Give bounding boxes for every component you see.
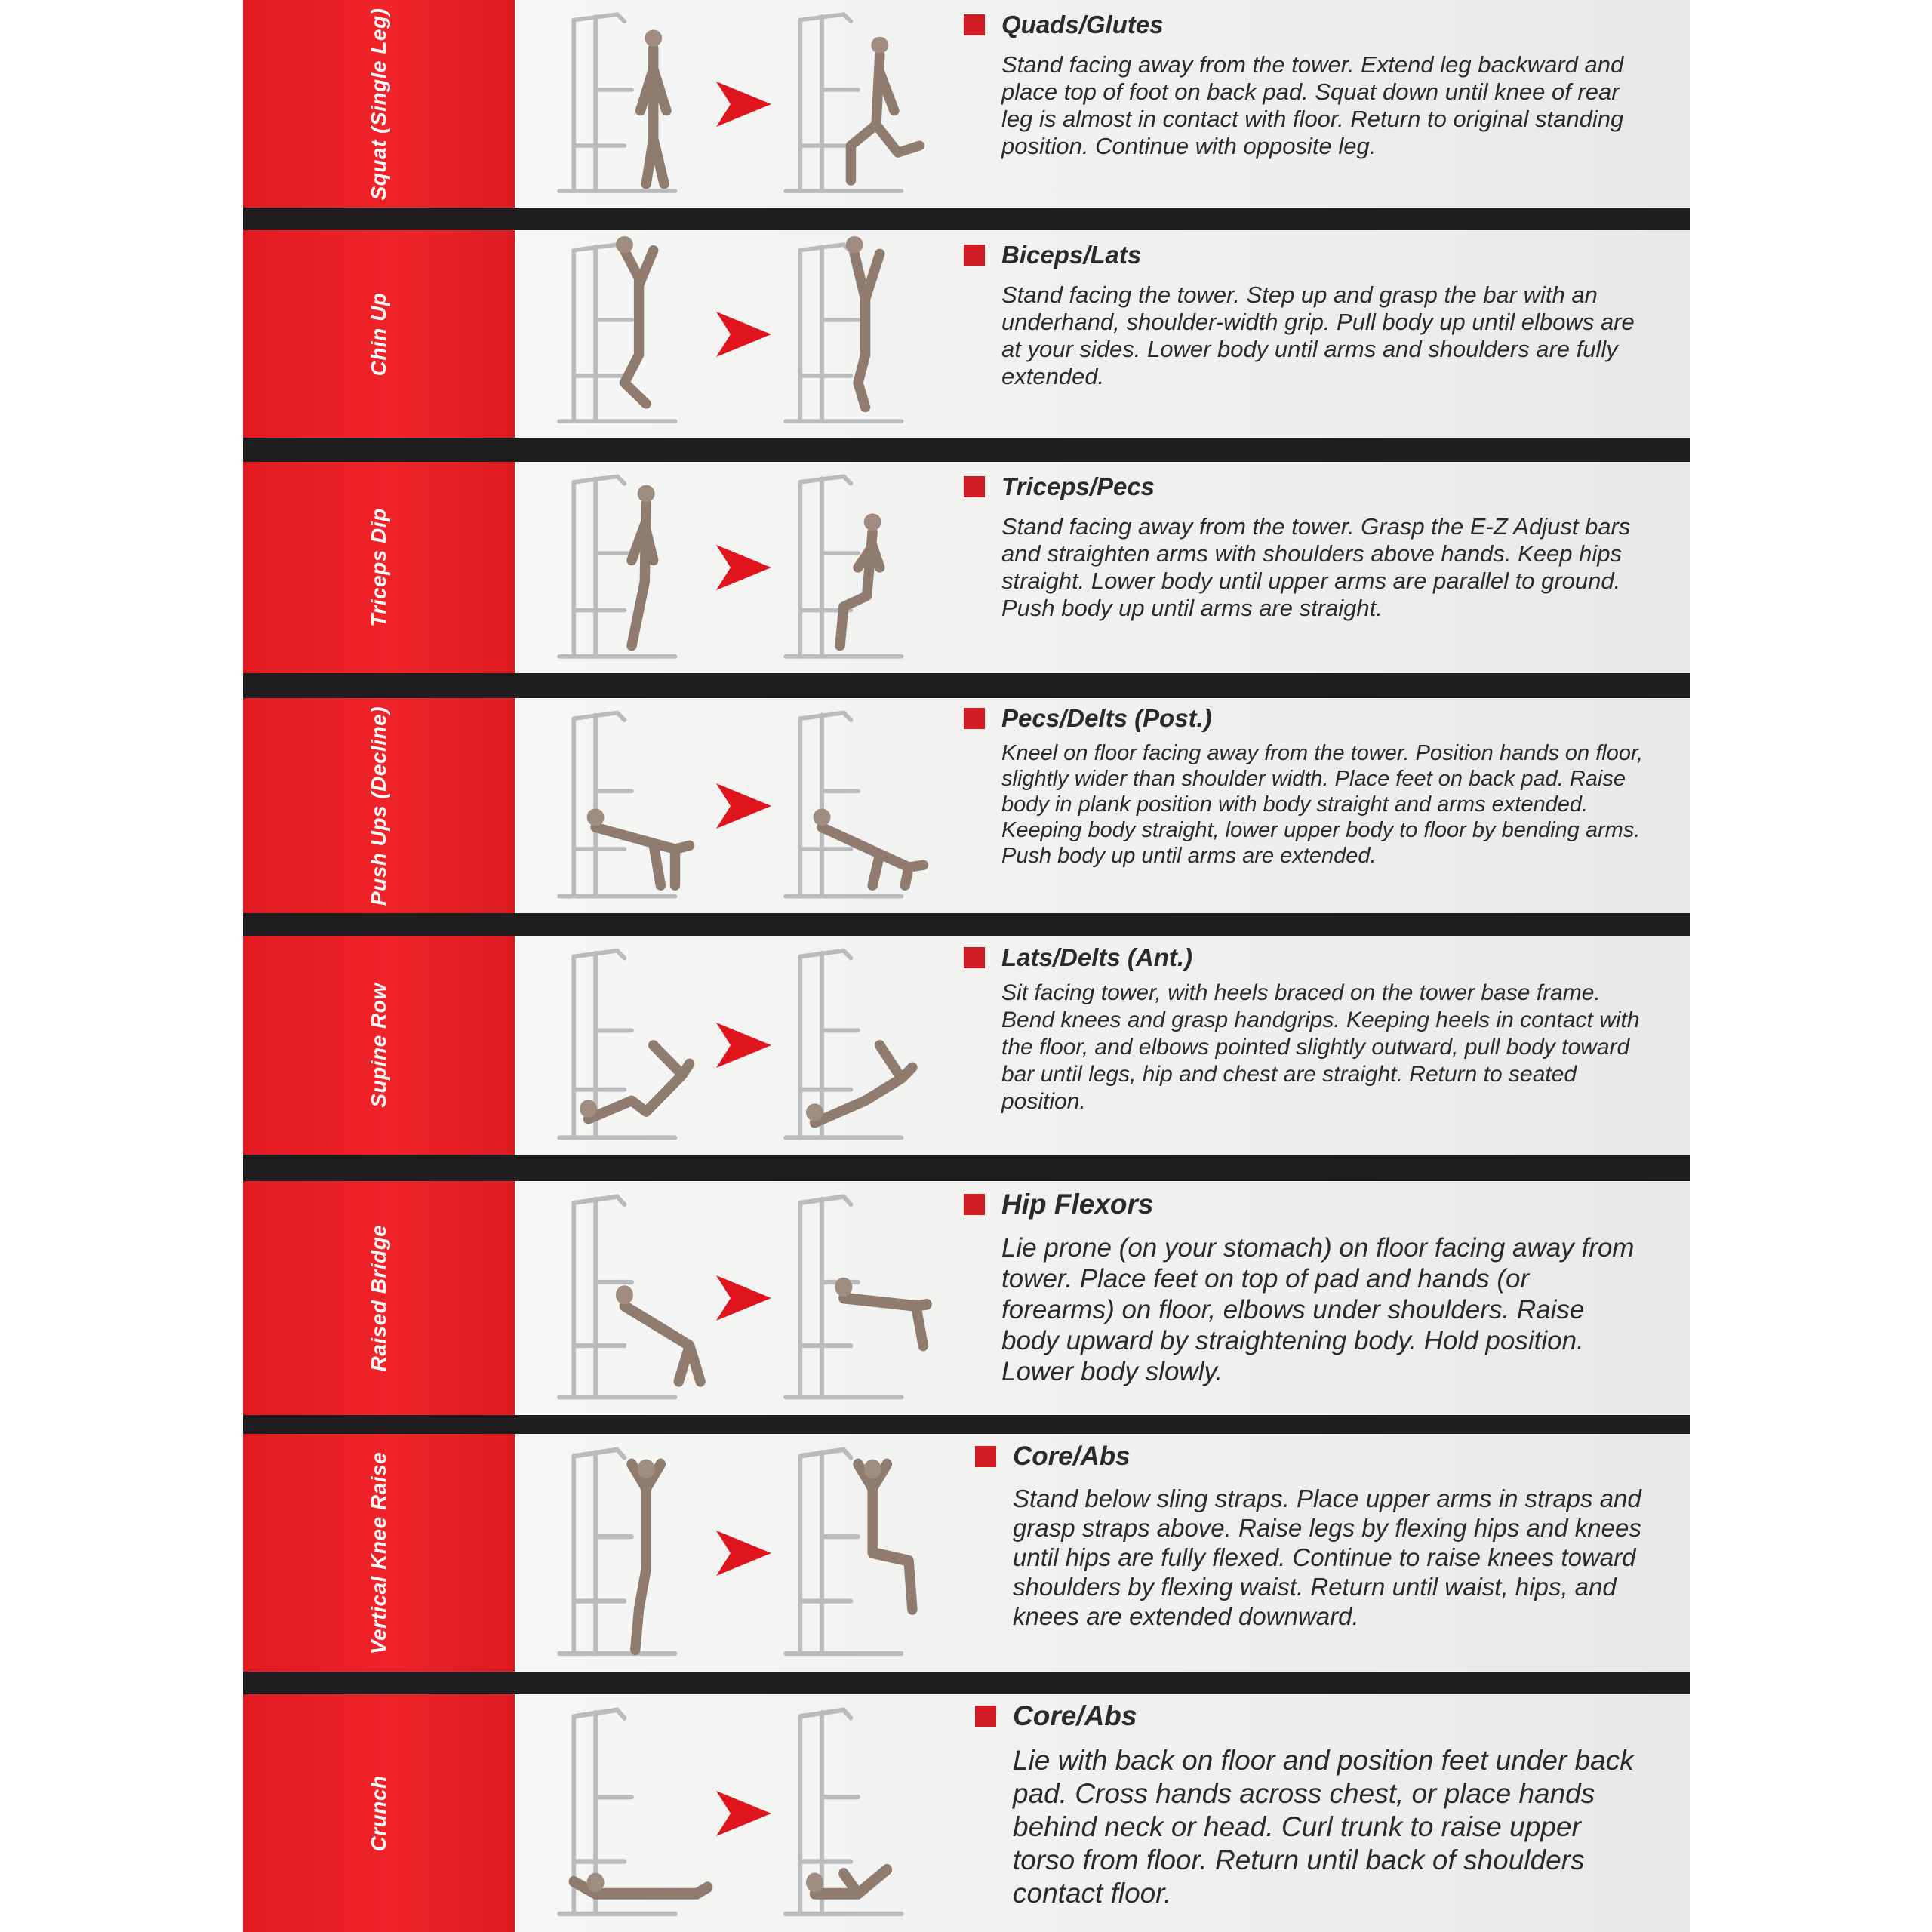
bridge-figure	[771, 1187, 945, 1409]
exercise-name: Chin Up	[367, 292, 390, 376]
sling-hang-figure	[545, 1440, 718, 1666]
exercise-info	[964, 1189, 1645, 1387]
square-bullet-icon	[964, 476, 985, 497]
exercise-name: Squat (Single Leg)	[367, 8, 390, 200]
exercise-row	[243, 0, 1690, 208]
exercise-description: Lie prone (on your stomach) on floor facing away from tower. Place feet on top of pad and hands (or forearms) on floor, elbows under shoulders. Raise body upward by straightening body. Hold position. Lower body slowly.	[1001, 1233, 1635, 1386]
exercise-row	[243, 1694, 1690, 1932]
square-bullet-icon	[964, 1194, 985, 1215]
muscle-group	[964, 472, 1645, 501]
exercise-description: Stand below sling straps. Place upper arms in straps and grasp straps above. Raise legs by flexing hips and knees until hips are fully flexed. Continue to raise knees toward shoulders by flexing waist. Return until waist, hips, and knees are extended downward.	[1013, 1484, 1641, 1630]
muscle-label: Hip Flexors	[1001, 1189, 1154, 1220]
standing-figure	[545, 6, 718, 202]
muscle-group	[964, 241, 1645, 269]
right-arrowhead-icon	[712, 780, 773, 832]
exercise-panel	[515, 462, 1690, 673]
crunch-figure	[771, 1700, 945, 1926]
exercise-description: Lie with back on floor and position feet under back pad. Cross hands across chest, or place hands behind neck or head. Curl trunk to raise upper torso from floor. Return until back of shoulders contact floor.	[1013, 1745, 1634, 1909]
right-arrowhead-icon	[712, 1527, 773, 1580]
exercise-name-band	[243, 936, 515, 1155]
muscle-group	[964, 704, 1645, 733]
exercise-name-band	[243, 698, 515, 913]
exercise-description: Stand facing the tower. Step up and grasp the bar with an underhand, shoulder-width grip. Pull body up until elbows are at your sides. Lower body until arms and shoulders are fully extended.	[1001, 281, 1635, 389]
chin-up-figure	[771, 236, 945, 432]
push-up-low-figure	[771, 704, 945, 907]
exercise-name: Crunch	[367, 1775, 390, 1851]
exercise-info	[964, 943, 1645, 1115]
squat-figure	[771, 6, 945, 202]
exercise-row	[243, 698, 1690, 913]
exercise-name-band	[243, 1181, 515, 1415]
square-bullet-icon	[964, 708, 985, 729]
exercise-chart	[243, 0, 1690, 1932]
dip-down-figure	[771, 468, 945, 667]
exercise-info	[964, 472, 1645, 622]
muscle-label: Lats/Delts (Ant.)	[1001, 943, 1193, 971]
exercise-row	[243, 230, 1690, 438]
square-bullet-icon	[975, 1706, 996, 1727]
prone-figure	[545, 1187, 718, 1409]
muscle-group	[975, 1700, 1645, 1732]
exercise-name: Supine Row	[367, 983, 390, 1108]
exercise-name-band	[243, 1434, 515, 1672]
exercise-panel	[515, 1694, 1690, 1932]
square-bullet-icon	[964, 947, 985, 968]
exercise-row	[243, 1434, 1690, 1672]
exercise-description: Sit facing tower, with heels braced on the tower base frame. Bend knees and grasp handgrips. Keeping heels in contact with the floor, and elbows pointed slightly outward, pull body toward bar until legs, hip and chest are straight. Return to seated position.	[1001, 980, 1640, 1114]
muscle-label: Core/Abs	[1013, 1441, 1131, 1471]
exercise-name-band	[243, 230, 515, 438]
exercise-info	[964, 241, 1645, 390]
muscle-label: Core/Abs	[1013, 1700, 1137, 1731]
exercise-row	[243, 936, 1690, 1155]
exercise-name-band	[243, 462, 515, 673]
right-arrowhead-icon	[712, 541, 773, 594]
exercise-row	[243, 462, 1690, 673]
right-arrowhead-icon	[712, 308, 773, 361]
lying-figure	[545, 1700, 718, 1926]
right-arrowhead-icon	[712, 1787, 773, 1840]
muscle-label: Quads/Glutes	[1001, 11, 1164, 38]
exercise-row	[243, 1181, 1690, 1415]
exercise-panel	[515, 936, 1690, 1155]
exercise-info	[964, 704, 1645, 869]
exercise-name-band	[243, 0, 515, 208]
muscle-label: Pecs/Delts (Post.)	[1001, 704, 1212, 732]
right-arrowhead-icon	[712, 78, 773, 131]
plank-figure	[545, 704, 718, 907]
exercise-description: Stand facing away from the tower. Grasp the E-Z Adjust bars and straighten arms with shoulders above hands. Keep hips straight. Lower body until upper arms are parallel to ground. Push body up until arms are straight.	[1001, 513, 1631, 621]
seated-row-figure	[545, 942, 718, 1149]
dip-up-figure	[545, 468, 718, 667]
exercise-info	[964, 11, 1645, 160]
exercise-info	[975, 1441, 1645, 1631]
right-arrowhead-icon	[712, 1019, 773, 1072]
exercise-description: Stand facing away from the tower. Extend leg backward and place top of foot on back pad. Squat down until knee of rear leg is almost in contact with floor. Return to original standing position. Continue with opposite leg.	[1001, 51, 1624, 159]
exercise-name-band	[243, 1694, 515, 1932]
exercise-panel	[515, 0, 1690, 208]
muscle-group	[964, 1189, 1645, 1220]
muscle-group	[975, 1441, 1645, 1472]
exercise-panel	[515, 1434, 1690, 1672]
square-bullet-icon	[964, 245, 985, 266]
exercise-panel	[515, 1181, 1690, 1415]
knee-raise-figure	[771, 1440, 945, 1666]
muscle-label: Biceps/Lats	[1001, 241, 1142, 269]
exercise-description: Kneel on floor facing away from the tower. Position hands on floor, slightly wider than shoulder width. Place feet on back pad. Raise body in plank position with body straight and arms extended. Keeping body straight, lower upper body to floor by bending arms. Push body up until arms are extended.	[1001, 741, 1644, 868]
exercise-panel	[515, 698, 1690, 913]
square-bullet-icon	[975, 1446, 996, 1467]
exercise-name: Triceps Dip	[367, 508, 390, 627]
exercise-name: Push Ups (Decline)	[367, 706, 390, 906]
exercise-info	[975, 1700, 1645, 1910]
exercise-name: Vertical Knee Raise	[367, 1451, 390, 1654]
exercise-panel	[515, 230, 1690, 438]
row-pulled-figure	[771, 942, 945, 1149]
muscle-label: Triceps/Pecs	[1001, 472, 1155, 500]
hanging-figure	[545, 236, 718, 432]
exercise-name: Raised Bridge	[367, 1224, 390, 1372]
right-arrowhead-icon	[712, 1272, 773, 1324]
muscle-group	[964, 11, 1645, 39]
square-bullet-icon	[964, 14, 985, 35]
muscle-group	[964, 943, 1645, 972]
